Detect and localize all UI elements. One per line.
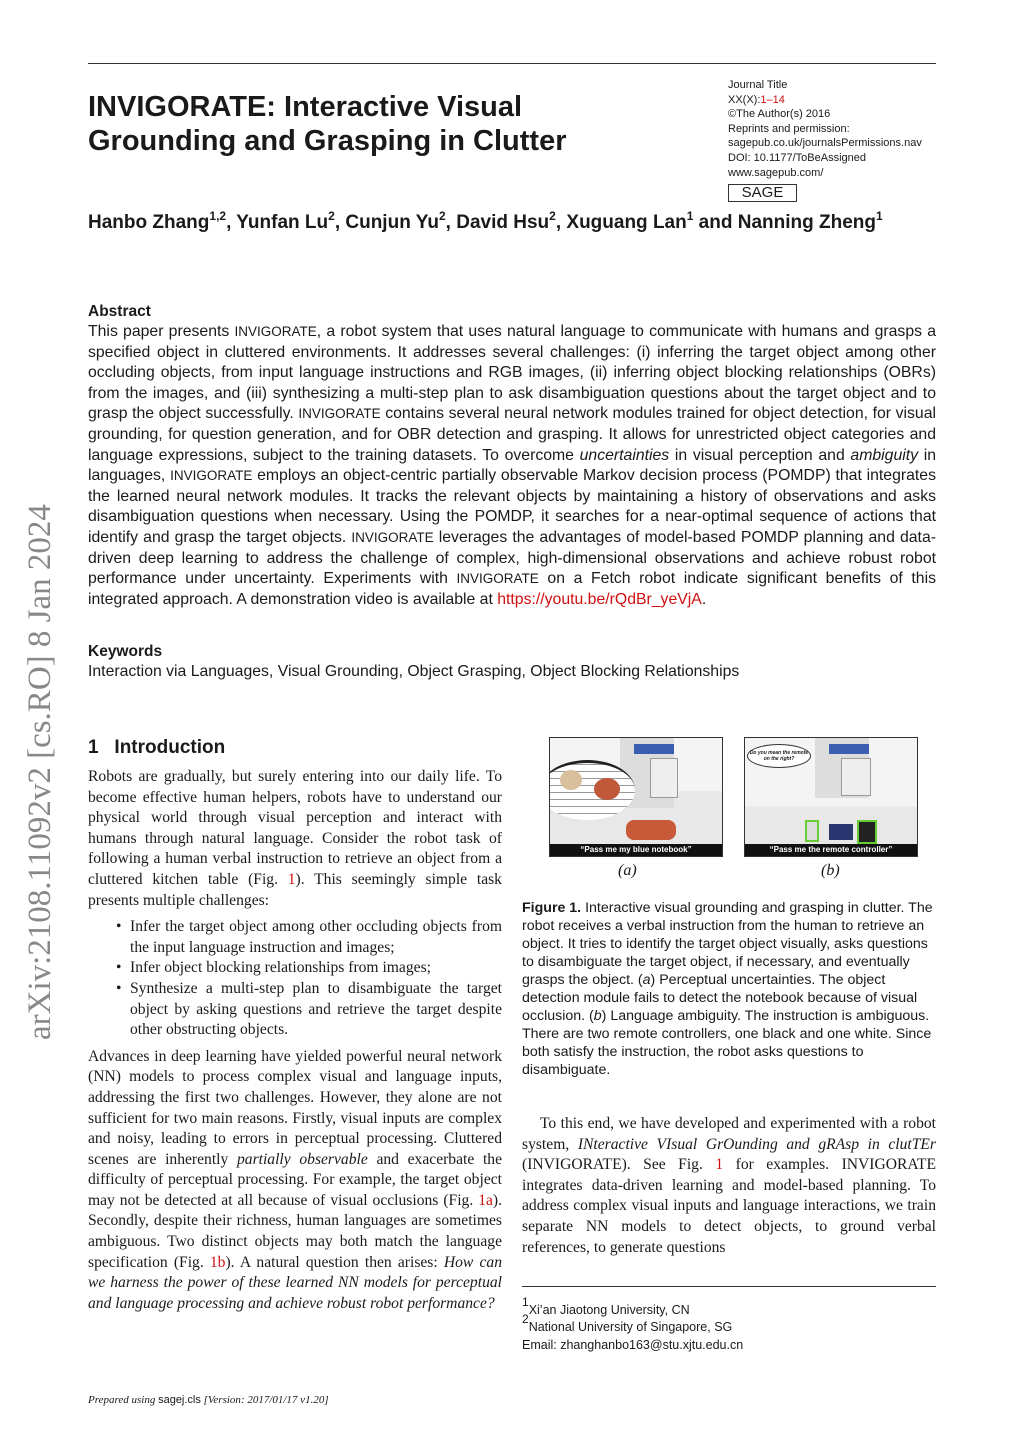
t: INVIGORATE	[234, 324, 317, 339]
remote-black	[857, 820, 877, 844]
t: [Version: 2017/01/17 v1.20]	[200, 1394, 329, 1406]
gripper	[841, 758, 871, 796]
t: INVIGORATE	[298, 406, 381, 422]
t: How can we harness the power of these learned NN models for perceptual and language processing and achieve robust robot performance?	[88, 1253, 503, 1312]
notebook	[829, 824, 853, 840]
author: Nanning Zheng	[737, 212, 877, 233]
aff: 1	[686, 209, 694, 223]
t: employs an object-centric partially observable Markov decision process (POMDP) that integrates the learned neural network modules. It tracks the relevant objects by maintaining a history of observations and asks disambiguation questions when necessary. Using the POMDP, it searches for a near-optimal sequence of actions that identify and grasp the target objects.	[88, 467, 936, 546]
fig-ref[interactable]: 1	[715, 1156, 724, 1174]
t: ). This seemingly simple task presents multiple challenges:	[88, 870, 502, 909]
pages-link[interactable]: 1–14	[760, 93, 785, 106]
t: in languages,	[88, 446, 937, 485]
paragraph	[522, 1114, 936, 1258]
list-item: • Infer object blocking relationships from images;	[130, 958, 502, 979]
sage-logo: SAGE	[728, 184, 797, 202]
footnote-rule	[522, 1286, 936, 1287]
doi: DOI: 10.1177/ToBeAssigned	[728, 151, 866, 164]
aff: 1	[876, 209, 883, 223]
object	[626, 820, 676, 840]
t: a	[642, 972, 651, 988]
t: INteractive VIsual GrOunding and gRAsp in clutTEr	[577, 1135, 936, 1153]
figure-caption	[522, 899, 936, 1079]
t: b	[593, 1008, 602, 1024]
t: ) Language ambiguity. The instruction is ambiguous. There are two remote controllers, one black and one white. Since both satisfy the instruction, the robot asks questions to disambiguate.	[522, 1008, 932, 1078]
aff: 2	[438, 209, 446, 223]
arxiv-stamp: arXiv:2108.11092v2 [cs.RO] 8 Jan 2024	[22, 504, 58, 1040]
gripper	[650, 758, 678, 798]
top-rule	[88, 63, 936, 64]
fig-ref[interactable]: 1	[287, 870, 296, 888]
robot-stripe	[829, 744, 869, 754]
sep: ,	[226, 212, 237, 233]
t: and exacerbate the difficulty of perceptual processing. For example, the target object may not be detected at all because of visual occlusions (Fig.	[88, 1150, 502, 1209]
footer	[88, 1393, 329, 1407]
list-item: • Infer the target object among other occluding objects from the input language instruction and images;	[130, 917, 502, 958]
video-link[interactable]: https://youtu.be/rQdBr_yeVjA	[497, 590, 702, 608]
abstract-text	[88, 322, 936, 610]
t: This paper presents	[88, 323, 235, 340]
t: Interactive visual grounding and grasping in clutter. The robot receives a verbal instruction from the human to retrieve an object. It tries to identify the target object visually, asks questions to disambiguate the target object, if necessary, and eventually grasps the object. (	[522, 900, 933, 988]
sep: ,	[334, 212, 346, 233]
remote-white	[805, 820, 819, 842]
figure-image-a	[549, 737, 723, 857]
affiliation: National University of Singapore, SG	[528, 1320, 733, 1335]
email: Email: zhanghanbo163@stu.xjtu.edu.cn	[522, 1337, 744, 1352]
journal-title: Journal Title	[728, 79, 788, 91]
author: Hanbo Zhang	[88, 212, 210, 233]
t: ). Secondly, despite their richness, human languages are sometimes ambiguous. Two distinct objects may both match the language specification (Fig.	[88, 1191, 502, 1271]
paragraph	[88, 1047, 502, 1315]
journal-meta	[728, 78, 922, 202]
image-caption-a: “Pass me my blue notebook”	[550, 844, 722, 856]
t: Advances in deep learning have yielded powerful neural network (NN) models to process complex visual and language inputs, addressing the first two challenges. However, they alone are not sufficient for two main reasons. Firstly, visual inputs are complex and noisy, leading to errors in perceptual processing. Cluttered scenes are inherently	[88, 1047, 502, 1168]
author-list	[88, 211, 883, 235]
site: www.sagepub.com/	[728, 166, 824, 179]
footnotes	[522, 1295, 744, 1354]
t: uncertainties	[579, 446, 670, 464]
t: sagej.cls	[158, 1394, 201, 1406]
t: INVIGORATE	[456, 571, 539, 587]
section-heading	[88, 736, 225, 760]
author: Cunjun Yu	[345, 212, 439, 233]
challenge-list	[130, 917, 502, 1041]
sep: and	[693, 212, 738, 233]
paper-title: INVIGORATE: Interactive Visual Grounding and Grasping in Clutter	[88, 91, 567, 157]
t: for examples. INVIGORATE integrates data-driven learning and model-based planning. To address complex visual inputs and language interactions, we train separate NN models to detect objects, to ground verbal references, to generate questions	[522, 1156, 936, 1256]
t: INVIGORATE	[351, 529, 434, 545]
keywords-text: Interaction via Languages, Visual Grounding, Object Grasping, Object Blocking Relationships	[88, 663, 740, 680]
object	[594, 778, 620, 800]
t: on a Fetch robot indicate significant benefits of this integrated approach. A demonstration video is available at	[88, 570, 936, 608]
robot-stripe	[634, 744, 674, 754]
paragraph	[88, 767, 502, 911]
subfigure-label-b: (b)	[821, 862, 840, 879]
t: INVIGORATE	[170, 468, 253, 484]
keywords-heading: Keywords	[88, 643, 163, 660]
t: in visual perception and	[669, 446, 851, 464]
fig-ref[interactable]: 1a	[478, 1191, 493, 1209]
author: David Hsu	[456, 212, 550, 233]
section-number: 1	[88, 737, 99, 758]
volume: XX(X):	[728, 93, 761, 106]
section-title: Introduction	[114, 737, 226, 758]
copyright: ©The Author(s) 2016	[728, 108, 831, 121]
t: leverages the advantages of model-based POMDP planning and data-driven deep learning to address the challenge of complex, high-dimensional observations and achieve robust robot performance under uncertainty. Experiments with	[88, 528, 936, 588]
t: ). A natural question then arises:	[225, 1253, 444, 1271]
t: , a robot system that uses natural language to communicate with humans and grasps a specified object in cluttered environments. It addresses several challenges: (i) inferring the target object among other occluding objects, from input language instructions and RGB images, (ii) inferring object blocking relationships (OBRs) from the images, and (iii) synthesizing a multi-step plan to ask disambiguation questions about the target object and to grasp the object successfully.	[88, 323, 936, 423]
t: ) Perceptual uncertainties. The object detection module fails to detect the notebook because of visual occlusion. (	[522, 972, 918, 1024]
t: Figure 1.	[522, 900, 582, 916]
affiliation: Xi’an Jiaotong University, CN	[528, 1303, 690, 1317]
aff: 2	[549, 209, 556, 223]
author: Xuguang Lan	[566, 212, 687, 233]
figure-image-b	[744, 737, 918, 857]
t: contains several neural network modules trained for object detection, for visual grounding, for question generation, and for OBR detection and grasping. It allows for unrestricted object categories and language expressions, subject to the training datasets. To overcome	[88, 405, 936, 464]
list-item: • Synthesize a multi-step plan to disambiguate the target object by asking questions and retrieve the target despite other obstructing objects.	[130, 979, 502, 1041]
aff: 2	[328, 209, 335, 223]
reprints: Reprints and permission:	[728, 122, 850, 135]
aff: 1,2	[209, 209, 227, 223]
image-caption-b: “Pass me the remote controller”	[745, 844, 917, 856]
zoom-inset	[549, 760, 635, 820]
reprints-url: sagepub.co.uk/journalsPermissions.nav	[728, 137, 922, 150]
abstract-heading: Abstract	[88, 303, 151, 320]
aff: 1	[522, 1295, 529, 1309]
right-column	[522, 1114, 936, 1258]
t: ambiguity	[850, 446, 919, 464]
t: Robots are gradually, but surely entering into our daily life. To become effective human helpers, robots have to understand our physical world through visual perception and interact with humans through natural language. Consider the robot task of following a human verbal instruction to retrieve an object from a cluttered kitchen table (Fig.	[88, 768, 502, 888]
sep: ,	[445, 212, 457, 233]
sep: ,	[555, 212, 567, 233]
aff: 2	[522, 1312, 529, 1327]
subfigure-label-a: (a)	[618, 862, 637, 879]
t: To this end, we have developed and experimented with a robot system,	[522, 1115, 936, 1153]
t: (INVIGORATE). See Fig.	[522, 1156, 716, 1174]
t: partially observable	[236, 1150, 368, 1168]
abstract	[88, 302, 936, 610]
t: Prepared using	[88, 1394, 159, 1406]
object	[560, 770, 582, 790]
t: .	[701, 590, 707, 608]
keywords	[88, 642, 936, 683]
author: Yunfan Lu	[236, 212, 329, 233]
left-column	[88, 767, 502, 1314]
speech-bubble: Do you mean the remote on the right?	[747, 744, 811, 768]
fig-ref[interactable]: 1b	[209, 1253, 226, 1271]
